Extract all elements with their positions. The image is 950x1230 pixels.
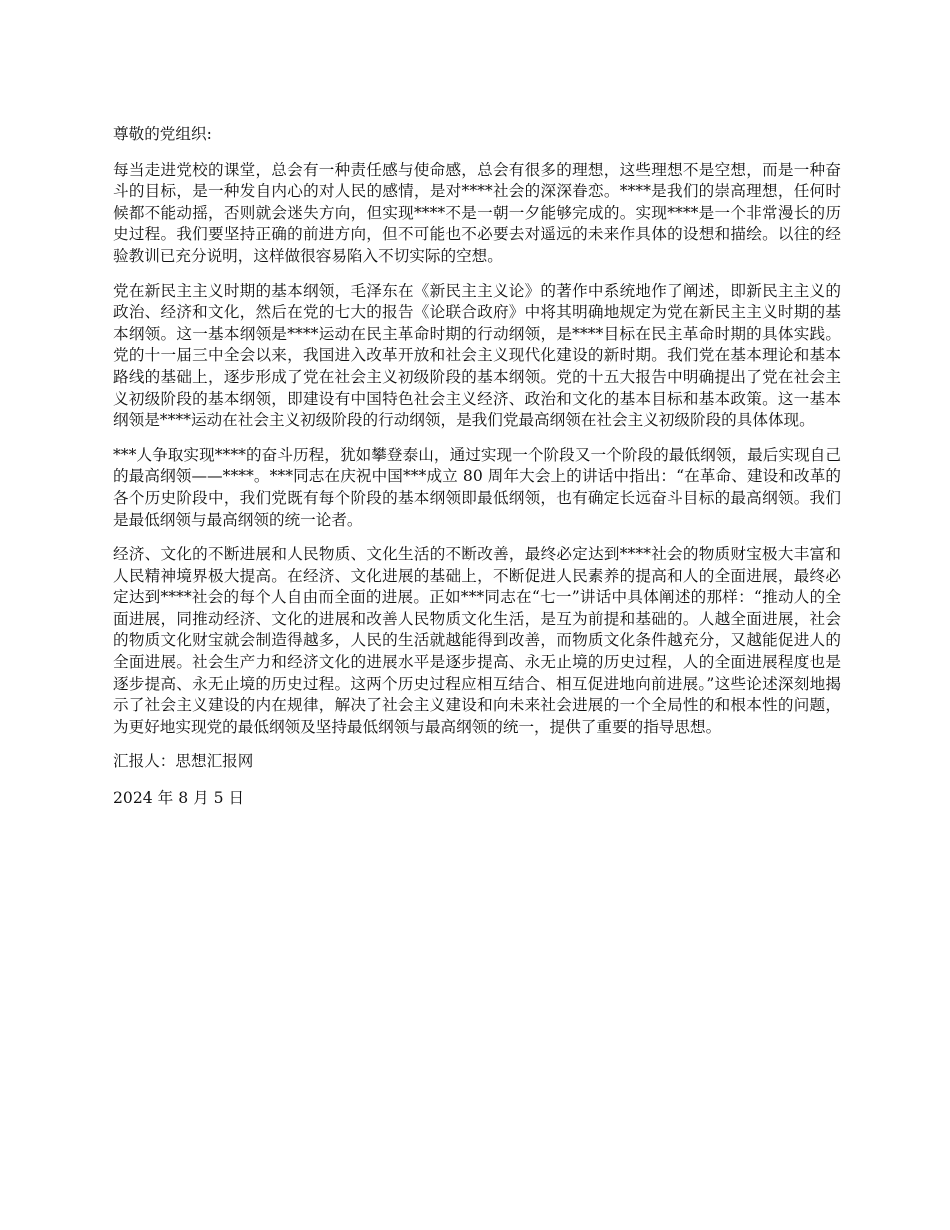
body-paragraph-3: ***人争取实现****的奋斗历程，犹如攀登泰山，通过实现一个阶段又一个阶段的最低纲领，最后实现自己的最高纲领——****。***同志在庆祝中国***成立 80 周年大会上的讲话中指出：“在革命、建设和改革的各个历史阶段中，我们党既有每个阶段的基本纲领即最低纲领，也有确定长远奋斗目标的最高纲领。我们是最低纲领与最高纲领的统一论者。 — [113, 445, 841, 529]
body-paragraph-2: 党在新民主主义时期的基本纲领，毛泽东在《新民主主义论》的著作中系统地作了阐述，即新民主主义的政治、经济和文化，然后在党的七大的报告《论联合政府》中将其明确地规定为党在新民主主义时期的基本纲领。这一基本纲领是****运动在民主革命时期的行动纲领，是****目标在民主革命时期的具体实践。党的十一届三中全会以来，我国进入改革开放和社会主义现代化建设的新时期。我们党在基本理论和基本路线的基础上，逐步形成了党在社会主义初级阶段的基本纲领。党的十五大报告中明确提出了党在社会主义初级阶段的基本纲领，即建设有中国特色社会主义经济、政治和文化的基本目标和基本政策。这一基本纲领是****运动在社会主义初级阶段的行动纲领，是我们党最高纲领在社会主义初级阶段的具体体现。 — [113, 281, 841, 430]
body-paragraph-1: 每当走进党校的课堂，总会有一种责任感与使命感，总会有很多的理想，这些理想不是空想，而是一种奋斗的目标，是一种发自内心的对人民的感情，是对****社会的深深眷恋。****是我们的崇高理想，任何时候都不能动摇，否则就会迷失方向，但实现****不是一朝一夕能够完成的。实现****是一个非常漫长的历史过程。我们要坚持正确的前进方向，但不可能也不必要去对遥远的未来作具体的设想和描绘。以往的经验教训已充分说明，这样做很容易陷入不切实际的空想。 — [113, 160, 841, 265]
signature: 汇报人：思想汇报网 — [113, 752, 254, 771]
date: 2024 年 8 月 5 日 — [113, 789, 245, 808]
body-paragraph-4: 经济、文化的不断进展和人民物质、文化生活的不断改善，最终必定达到****社会的物质财宝极大丰富和人民精神境界极大提高。在经济、文化进展的基础上，不断促进人民素养的提高和人的全面进展，最终必定达到****社会的每个人自由而全面的进展。正如***同志在“七一”讲话中具体阐述的那样：“推动人的全面进展，同推动经济、文化的进展和改善人民物质文化生活，是互为前提和基础的。人越全面进展，社会的物质文化财宝就会制造得越多，人民的生活就越能得到改善，而物质文化条件越充分，又越能促进人的全面进展。社会生产力和经济文化的进展水平是逐步提高、永无止境的历史过程，人的全面进展程度也是逐步提高、永无止境的历史过程。这两个历史过程应相互结合、相互促进地向前进展。”这些论述深刻地揭示了社会主义建设的内在规律，解决了社会主义建设和向未来社会进展的一个全局性的和根本性的问题，为更好地实现党的最低纲领及坚持最低纲领与最高纲领的统一，提供了重要的指导思想。 — [113, 545, 841, 736]
salutation: 尊敬的党组织: — [113, 125, 212, 143]
document-page — [113, 124, 841, 823]
